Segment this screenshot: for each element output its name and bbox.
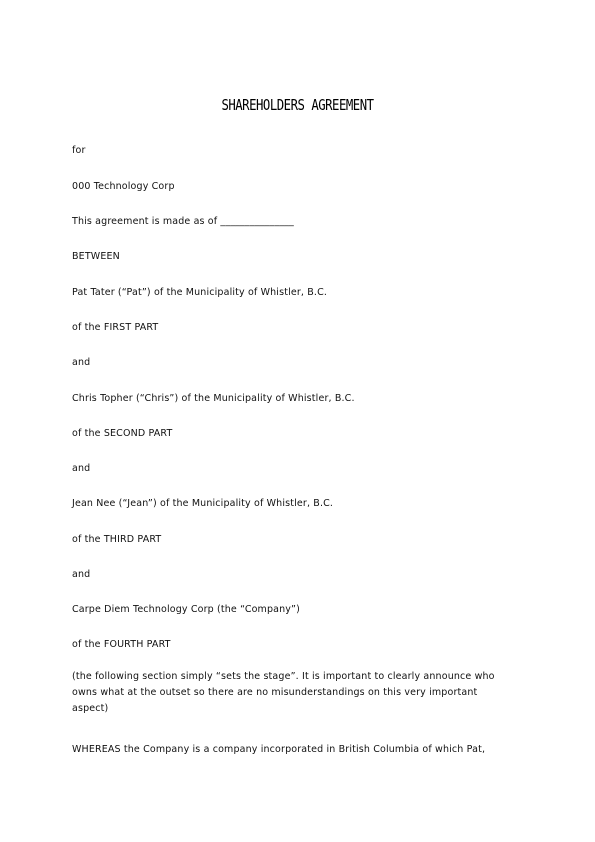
party-first: Pat Tater (“Pat”) of the Municipality of Whistler, B.C.	[72, 287, 328, 298]
for-line: for	[72, 145, 86, 156]
agreement-date-line: This agreement is made as of _______________	[72, 216, 294, 227]
party-third: Jean Nee (“Jean”) of the Municipality of Whistler, B.C.	[72, 498, 334, 509]
party-fourth: Carpe Diem Technology Corp (the “Company”)	[72, 604, 300, 615]
party-fourth-role: of the FOURTH PART	[72, 639, 171, 650]
and-line-1: and	[72, 357, 91, 368]
party-first-role: of the FIRST PART	[72, 322, 159, 333]
and-line-2: and	[72, 463, 91, 474]
whereas-paragraph: WHEREAS the Company is a company incorporated in British Columbia of which Pat,	[72, 744, 486, 755]
stage-note-paragraph: (the following section simply “sets the stage”. It is important to clearly announce who owns what at the outset so there are no misunderstandings on this very important aspect)	[72, 671, 495, 714]
party-third-role: of the THIRD PART	[72, 534, 162, 545]
party-second: Chris Topher (“Chris”) of the Municipality of Whistler, B.C.	[72, 393, 355, 404]
document-title: SHAREHOLDERS AGREEMENT	[221, 96, 374, 114]
between-line: BETWEEN	[72, 251, 120, 262]
and-line-3: and	[72, 569, 91, 580]
company-name: 000 Technology Corp	[72, 181, 175, 192]
party-second-role: of the SECOND PART	[72, 428, 173, 439]
